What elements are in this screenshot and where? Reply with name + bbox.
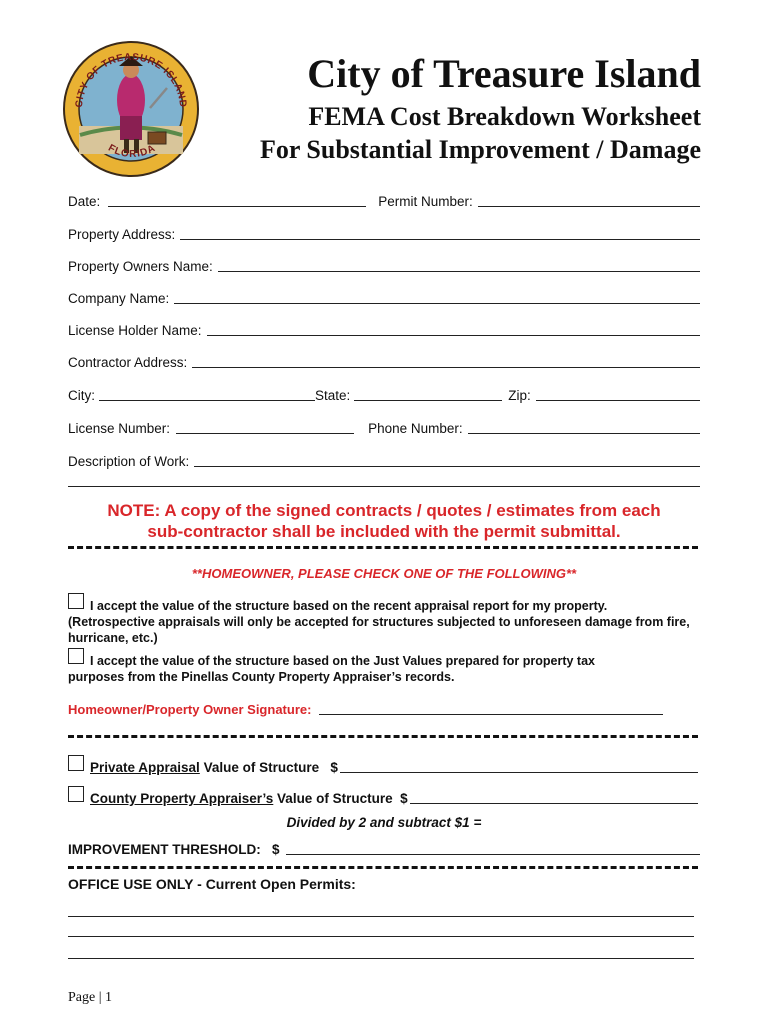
office-use-line[interactable]: [68, 958, 694, 959]
just-values-option: [68, 653, 700, 685]
contractor-address-label: Contractor Address:: [68, 355, 188, 370]
seal-arc-bottom-text: FLORIDA: [106, 142, 158, 160]
description-row: [68, 450, 700, 470]
form-subtitle-2: For Substantial Improvement / Damage: [259, 135, 701, 164]
section-divider: [68, 546, 698, 549]
improvement-threshold-field[interactable]: [286, 854, 700, 855]
note-line-1: NOTE: A copy of the signed contracts / quotes / estimates from each: [107, 501, 661, 520]
contractor-address-field[interactable]: [192, 367, 700, 368]
owner-signature-label: Homeowner/Property Owner Signature:: [68, 702, 312, 717]
property-owners-name-field[interactable]: [218, 271, 700, 272]
city-state-zip-row: [68, 384, 700, 404]
license-holder-name-label: License Holder Name:: [68, 323, 202, 338]
page-number: Page | 1: [68, 990, 113, 1005]
company-name-field[interactable]: [174, 303, 700, 304]
section-divider: [68, 866, 698, 869]
county-appraiser-label: County Property Appraiser’s: [90, 791, 274, 806]
license-number-label: License Number:: [68, 421, 171, 436]
county-value-label: Value of Structure $: [273, 791, 408, 806]
just-values-option-note: purposes from the Pinellas County Property Appraiser’s records.: [68, 670, 455, 684]
license-phone-row: [68, 417, 700, 437]
private-appraisal-checkbox[interactable]: [68, 755, 84, 771]
appraisal-option-text: I accept the value of the structure based on the recent appraisal report for my property.: [90, 599, 608, 613]
homeowner-heading: **HOMEOWNER, PLEASE CHECK ONE OF THE FOLLOWING**: [191, 566, 577, 581]
threshold-row: [68, 838, 700, 858]
office-use-heading: OFFICE USE ONLY - Current Open Permits:: [68, 876, 356, 892]
form-subtitle: FEMA Cost Breakdown Worksheet: [308, 102, 701, 131]
permit-number-label: Permit Number:: [378, 194, 473, 209]
county-appraiser-row: [90, 791, 698, 807]
divided-instruction: Divided by 2 and subtract $1 =: [286, 815, 482, 830]
license-number-field[interactable]: [176, 433, 354, 434]
city-field[interactable]: [99, 400, 315, 401]
description-of-work-label: Description of Work:: [68, 454, 190, 469]
city-label: City:: [68, 388, 95, 403]
just-values-option-text: I accept the value of the structure based on the Just Values prepared for property tax: [90, 654, 595, 668]
seal-arc-top-text: CITY OF TREASURE ISLAND: [73, 51, 189, 109]
office-use-line[interactable]: [68, 916, 694, 917]
permit-number-field[interactable]: [478, 206, 700, 207]
state-label: State:: [315, 388, 351, 403]
zip-field[interactable]: [536, 400, 700, 401]
private-appraisal-row: [90, 760, 698, 776]
phone-number-label: Phone Number:: [368, 421, 463, 436]
date-permit-row: [68, 190, 700, 210]
improvement-threshold-label: IMPROVEMENT THRESHOLD: $: [68, 842, 280, 857]
contractor-address-row: [68, 351, 700, 371]
license-holder-row: [68, 319, 700, 339]
property-address-field[interactable]: [180, 239, 700, 240]
property-address-label: Property Address:: [68, 227, 176, 242]
city-seal-logo: [62, 40, 200, 178]
date-field[interactable]: [108, 206, 366, 207]
county-appraiser-value-field[interactable]: [410, 803, 698, 804]
appraisal-option-note: (Retrospective appraisals will only be accepted for structures subjected to unforeseen damage from fire, hurricane, etc.): [68, 615, 690, 645]
property-address-row: [68, 223, 700, 243]
section-divider: [68, 735, 698, 738]
office-use-line[interactable]: [68, 936, 694, 937]
appraisal-report-option: [68, 598, 700, 646]
company-name-label: Company Name:: [68, 291, 170, 306]
phone-number-field[interactable]: [468, 433, 700, 434]
signature-row: [68, 702, 700, 718]
state-field[interactable]: [354, 400, 502, 401]
note-line-2: sub-contractor shall be included with the permit submittal.: [147, 522, 621, 541]
company-name-row: [68, 287, 700, 307]
property-owners-name-label: Property Owners Name:: [68, 259, 213, 274]
private-appraisal-value-field[interactable]: [340, 772, 698, 773]
license-holder-name-field[interactable]: [207, 335, 700, 336]
description-of-work-field[interactable]: [194, 466, 700, 467]
date-label: Date:: [68, 194, 101, 209]
zip-label: Zip:: [508, 388, 531, 403]
private-appraisal-label: Private Appraisal: [90, 760, 200, 775]
page-title: City of Treasure Island: [307, 51, 701, 96]
private-value-label: Value of Structure $: [199, 760, 338, 775]
owner-signature-field[interactable]: [319, 714, 663, 715]
owners-name-row: [68, 255, 700, 275]
county-appraiser-checkbox[interactable]: [68, 786, 84, 802]
description-continuation-line[interactable]: [68, 486, 700, 487]
